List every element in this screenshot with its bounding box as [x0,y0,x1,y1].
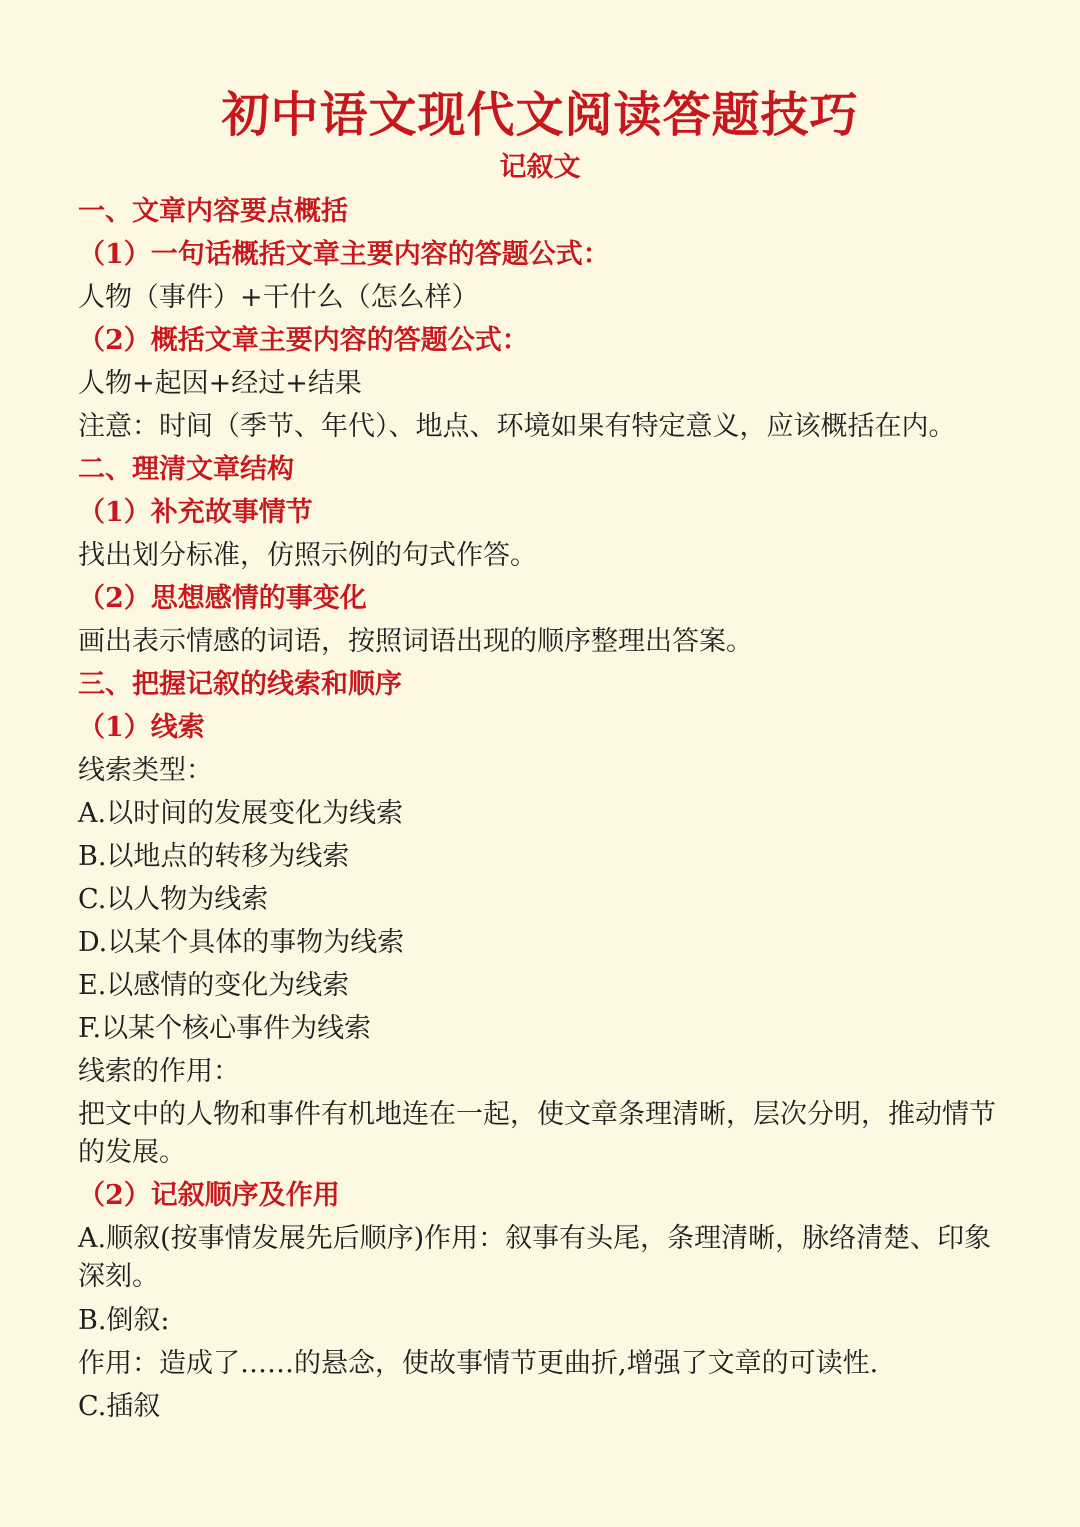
body-text: 人物+起因+经过+结果 [78,368,362,399]
subsection-heading: （1）一句话概括文章主要内容的答题公式： [78,239,610,270]
body-paragraph: A.顺叙(按事情发展先后顺序)作用：叙事有头尾，条理清晰，脉络清楚、印象深刻。 [78,1223,992,1292]
body-text: 线索类型： [78,755,213,786]
section-heading-3: 三、把握记叙的线索和顺序 [78,669,402,700]
body-text: 画出表示情感的词语，按照词语出现的顺序整理出答案。 [78,626,753,657]
body-text: 人物（事件）+干什么（怎么样） [78,282,479,313]
section-heading-2: 二、理清文章结构 [78,454,294,485]
subsection-heading: （1）补充故事情节 [78,497,313,528]
list-item: D.以某个具体的事物为线索 [78,927,405,958]
list-item: E.以感情的变化为线索 [78,970,350,1001]
list-item: C.以人物为线索 [78,884,269,915]
subsection-heading: （2）记叙顺序及作用 [78,1180,340,1211]
body-text: 找出划分标准，仿照示例的句式作答。 [78,540,537,571]
body-text: 注意：时间（季节、年代）、地点、环境如果有特定意义，应该概括在内。 [78,411,956,442]
list-item: B.倒叙: [78,1305,170,1336]
subsection-heading: （2）概括文章主要内容的答题公式： [78,325,529,356]
body-text: 作用：造成了……的悬念，使故事情节更曲折,增强了文章的可读性. [78,1348,879,1379]
list-item: C.插叙 [78,1391,161,1422]
list-item: B.以地点的转移为线索 [78,841,350,872]
list-item: F.以某个核心事件为线索 [78,1013,372,1044]
list-item: A.以时间的发展变化为线索 [78,798,404,829]
subsection-heading: （2）思想感情的事变化 [78,583,367,614]
section-heading-1: 一、文章内容要点概括 [78,196,348,227]
body-text: 线索的作用： [78,1056,240,1087]
body-paragraph: 把文中的人物和事件有机地连在一起，使文章条理清晰，层次分明，推动情节的发展。 [78,1099,996,1168]
subsection-heading: （1）线索 [78,712,205,743]
page-title: 初中语文现代文阅读答题技巧 [221,87,859,143]
page-subtitle: 记叙文 [499,152,581,183]
